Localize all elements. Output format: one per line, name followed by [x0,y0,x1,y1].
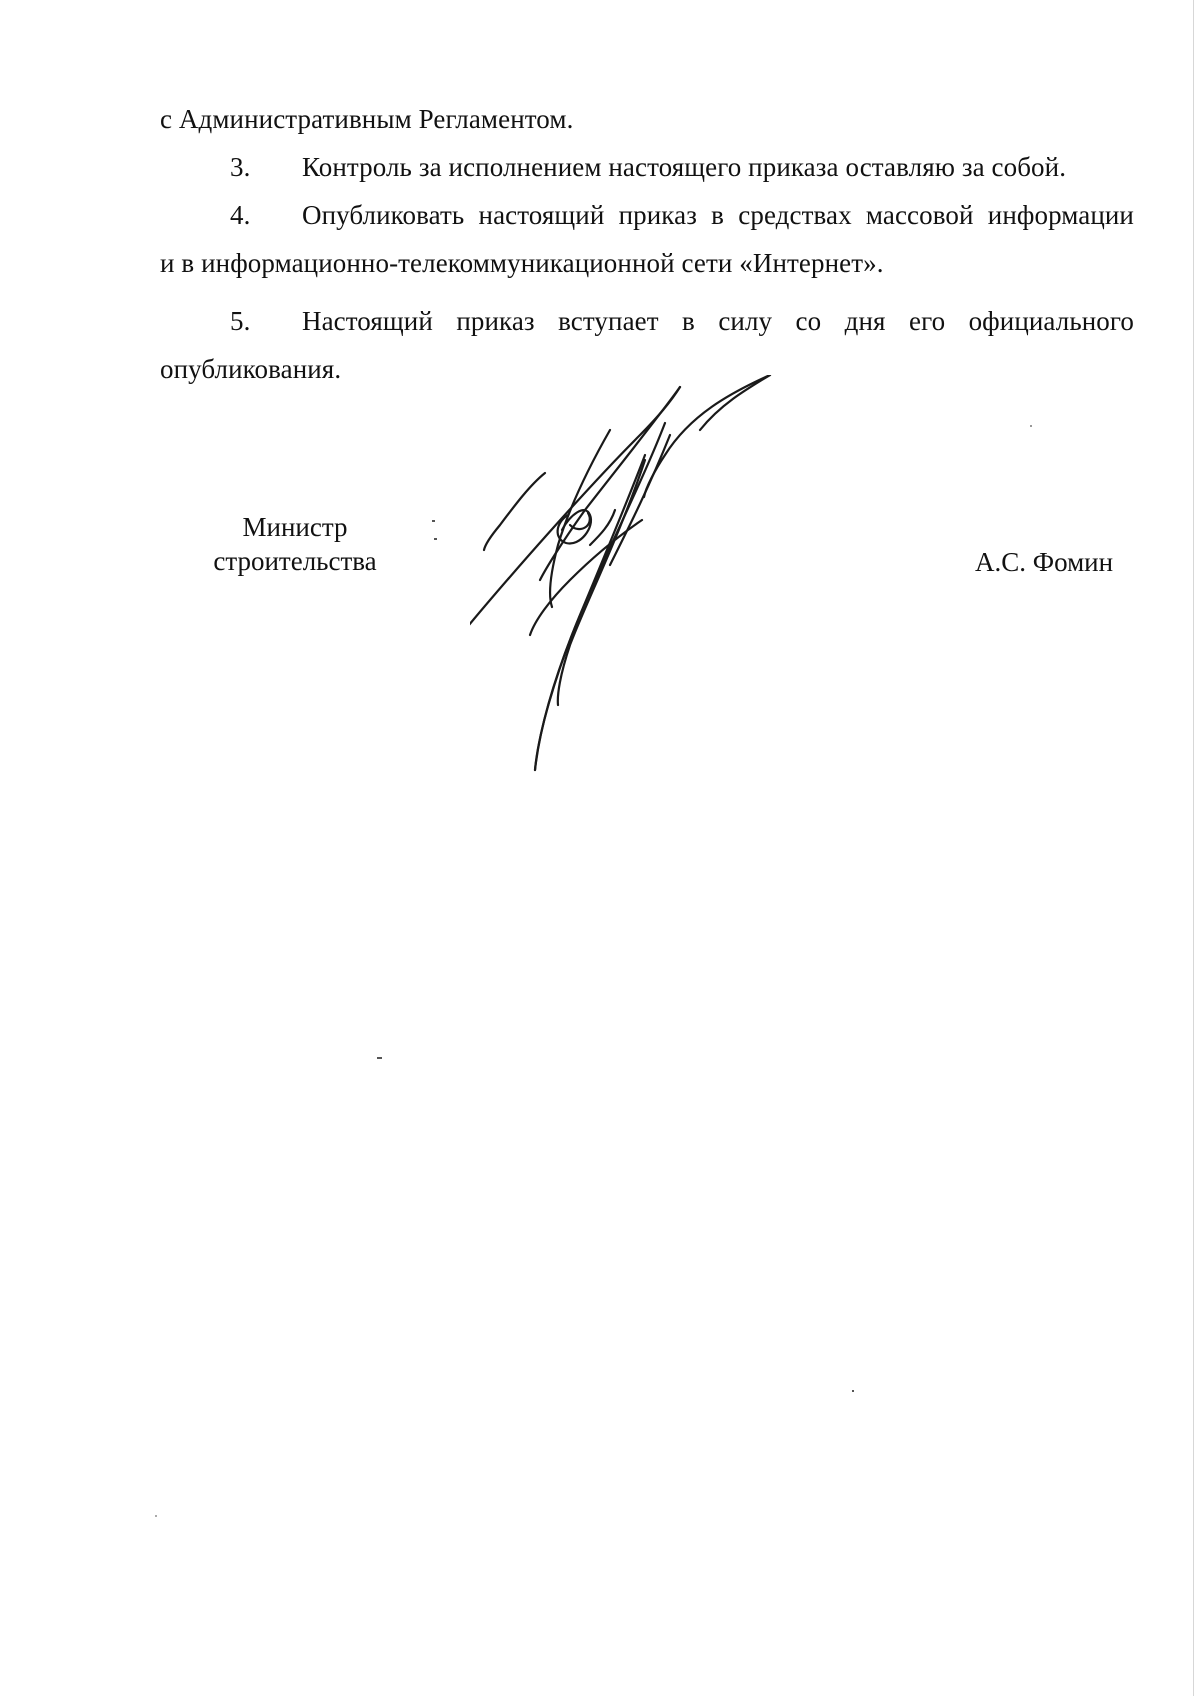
signatory-position-line2: строительства [213,546,377,576]
item-text-4-line2: и в информационно-телекоммуникационной сети «Интернет». [160,248,884,278]
item-text-5-line2: опубликования. [160,354,342,384]
signatory-position-line1: Министр [242,512,348,542]
scan-speck [155,1515,157,1517]
scan-speck [852,1390,854,1392]
item-number-4: 4. [230,200,251,230]
scan-speck [377,1057,382,1059]
item-text-4-line1: Опубликовать настоящий приказ в средствах массовой информации [302,200,1134,230]
paragraph-continuation: с Административным Регламентом. [160,104,574,134]
paragraph-item-4-line1 [230,191,1134,239]
signatory-name: А.С. Фомин [975,547,1114,577]
paragraph-item-5-line1 [230,297,1134,345]
scan-speck [1030,425,1032,427]
item-number-5: 5. [230,306,251,336]
document-body [160,95,1134,395]
scan-speck [434,538,437,540]
handwritten-signature [470,375,830,780]
item-text-3: Контроль за исполнением настоящего приказа оставляю за собой. [302,152,1067,182]
paragraph-item-3 [230,143,1066,191]
item-number-3: 3. [230,152,251,182]
scan-speck [432,520,435,522]
item-text-5-line1: Настоящий приказ вступает в силу со дня его официального [302,306,1134,336]
signatory-position [190,510,400,578]
page-edge-line [1193,0,1194,1696]
